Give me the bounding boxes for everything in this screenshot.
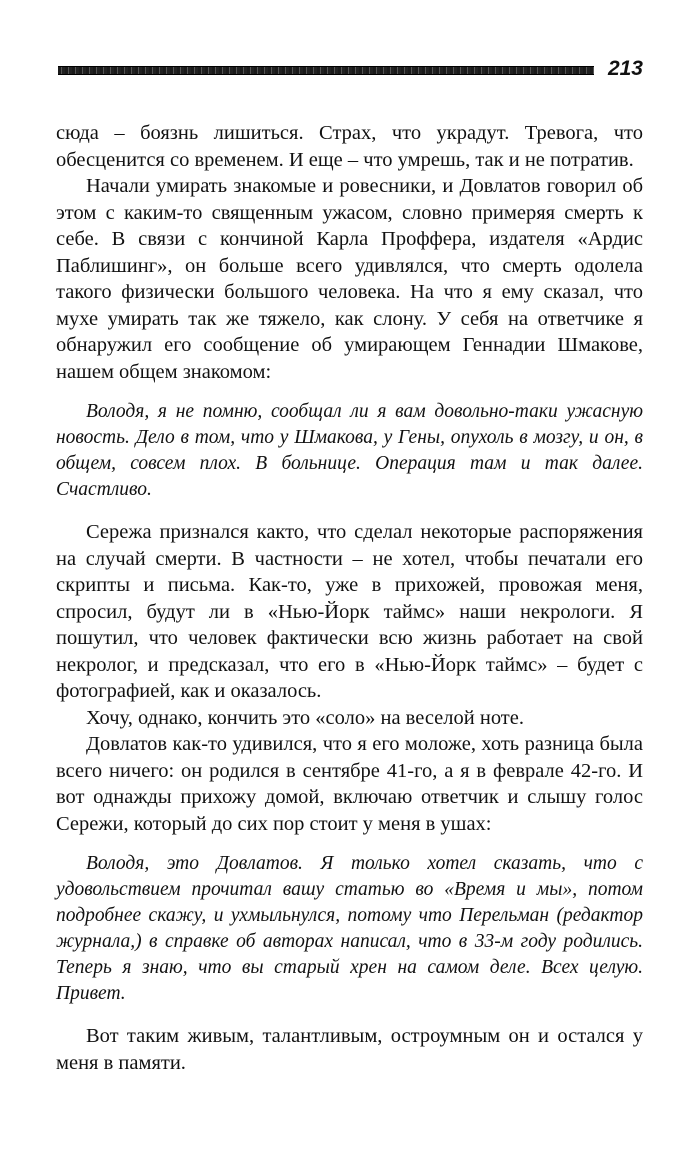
paragraph: Сережа признался както, что сделал некоторые распоряжения на случай смерти. В частности – не хотел, чтобы печатали его скрипты и письма. Как-то, уже в прихожей, провожая меня, спросил, будут ли в «Нью-Йорк таймс» наши некрологи. Я пошутил, что человек фактически всю жизнь работает на свой некролог, и предсказал, что его в «Нью-Йорк таймс» – будет с фотографией, как и оказалось.	[56, 521, 643, 702]
page-number: 213	[607, 57, 643, 80]
running-header	[58, 56, 643, 86]
header-rule	[58, 66, 594, 75]
paragraph: Начали умирать знакомые и ровесники, и Довлатов говорил об этом с каким-то священным ужасом, словно примеряя смерть к себе. В связи с кончиной Карла Проффера, издателя «Ардис Паблишинг», он больше всего удивлялся, что смерть одолела такого физически большого человека. На что я ему сказал, что мухе умирать так же тяжело, как слону. У себя на ответчике я обнаружил его сообщение об умирающем Геннадии Шмакове, нашем общем знакомом:	[56, 175, 643, 383]
paragraph: Хочу, однако, кончить это «соло» на веселой ноте.	[86, 706, 524, 729]
body-text	[56, 120, 643, 1076]
paragraph: Довлатов как-то удивился, что я его моложе, хоть разница была всего ничего: он родился в сентябре 41-го, а я в феврале 42-го. И вот однажды прихожу домой, включаю ответчик и слышу голос Сережи, который до сих пор стоит у меня в ушах:	[56, 733, 643, 835]
quoted-message: Володя, это Довлатов. Я только хотел сказать, что с удовольствием прочитал вашу статью во «Время и мы», потом подробнее скажу, и ухмыльнулся, потому что Перельман (редактор журнала,) в справке об авторах написал, что в 33-м году родились. Теперь я знаю, что вы старый хрен на самом деле. Всех целую. Привет.	[56, 853, 643, 1004]
paragraph: Вот таким живым, талантливым, остроумным он и остался у меня в памяти.	[56, 1025, 643, 1074]
quoted-message: Володя, я не помню, сообщал ли я вам довольно-таки ужасную новость. Дело в том, что у Шмакова, у Гены, опухоль в мозгу, и он, в общем, совсем плох. В больнице. Операция там и так далее. Счастливо.	[56, 401, 643, 500]
paragraph: сюда – боязнь лишиться. Страх, что украдут. Тревога, что обесценится со временем. И еще – что умрешь, так и не потратив.	[56, 122, 643, 171]
